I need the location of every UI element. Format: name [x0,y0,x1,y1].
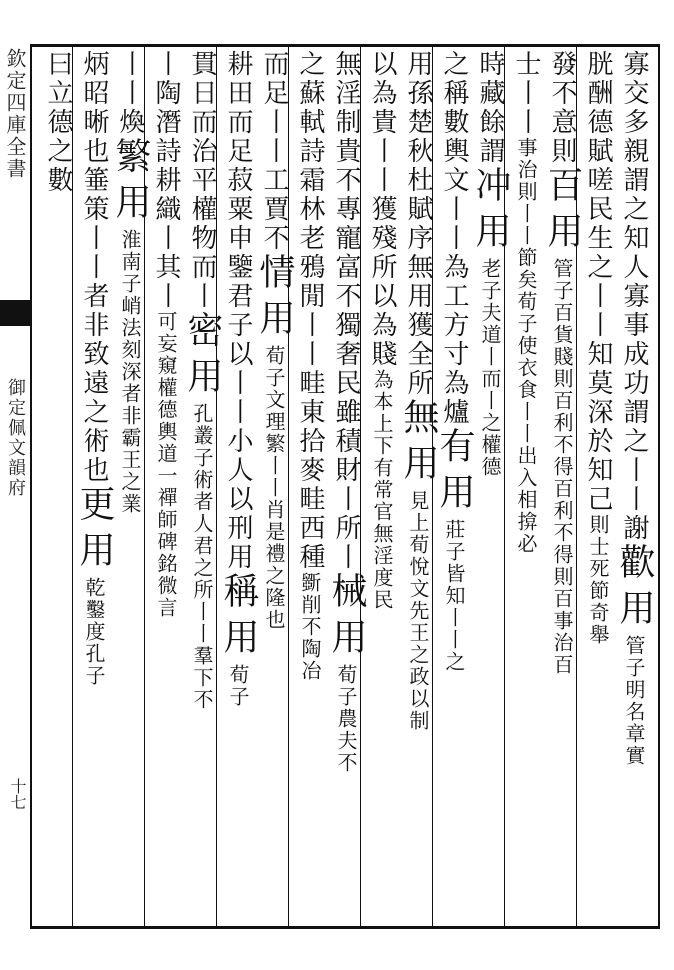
headword: 更用 [74,485,115,577]
headword: 無用 [398,398,439,490]
annotation-text: 乾鑿度孔子 [82,577,106,687]
text-column [38,50,78,920]
column-text [578,50,618,646]
left-border [30,44,32,929]
annotation-text: 可妄窺權德輿道一禪師碑銘微言 [154,311,178,619]
bottom-border [30,926,660,929]
page-number: 十七 [8,778,27,810]
right-border [658,44,660,929]
book-title: 御定佩文韻府 [5,378,26,498]
body-text: 炳昭晰 [79,50,109,137]
annotation-text: 則士死節奇舉 [586,514,610,646]
annotation-text: 管子百貨賤則百利不得百利不得則百事治百 [550,258,574,676]
column-text [326,50,366,774]
column-text [290,50,330,682]
body-text: 以為貴丨丨獲殘所以為賤 [367,50,397,369]
annotation-text: 莊子皆知丨丨之 [442,519,466,673]
column-text [254,50,294,631]
text-column [542,50,582,920]
column-text [110,50,150,515]
annotation-text: 荀子 [226,664,250,708]
headword: 冲用 [470,166,511,258]
text-column [362,50,402,920]
body-text: 發不意則 [547,50,577,166]
headword: 歡用 [614,543,655,635]
headword: 有用 [434,427,475,519]
body-text: 丨丨謝 [619,456,649,543]
text-column [254,50,294,920]
annotation-text: 淮南子峭法刻深者非霸王之業 [118,229,142,515]
text-column [398,50,438,920]
headword: 械用 [326,572,367,664]
column-text [434,50,474,673]
body-text: 也箠策丨丨者非致遠之術也 [79,137,109,485]
column-text [614,50,654,767]
body-text: 曰立德之數 [43,50,73,195]
text-column [614,50,654,920]
text-column [146,50,186,920]
column-text [362,50,402,611]
column-text [146,50,186,619]
text-column [434,50,474,920]
body-text: 之稱數 [439,50,469,137]
column-text [542,50,582,676]
fish-tail-mark [0,300,30,326]
column-text [182,50,222,711]
headword: 情用 [254,253,295,345]
body-text: 貫日而治平權物而丨 [187,50,217,311]
column-text [506,50,546,555]
annotation-text: 管子明名章實 [622,635,646,767]
text-column [290,50,330,920]
text-column [182,50,222,920]
column-text [470,50,510,478]
body-text: 丨丨煥 [115,50,145,137]
body-text: 申鑒君子以丨丨小人以刑用 [223,224,253,572]
annotation-text: 荀子農夫不 [334,664,358,774]
headword: 稱用 [218,572,259,664]
headword: 百用 [542,166,583,258]
body-text: 而足丨丨工賈不 [259,50,289,253]
annotation-text: 事治則丨丨節矣荀子使衣食丨丨出入相揜必 [514,137,538,555]
body-text: 用孫楚秋杜賦序無用獲全所 [403,50,433,398]
body-text: 胱酬德賦嗟民生之丨丨知莫深於知己 [583,50,613,514]
body-text: 之蘇軾詩霜林老鴉閒丨丨畦東拾麥畦西種 [295,50,325,572]
headword: 繁用 [110,137,151,229]
text-column [506,50,546,920]
annotation-text: 荀子文理繁丨丨肖是禮之隆也 [262,345,286,631]
page-margin [0,48,30,928]
column-text [74,50,114,687]
text-column [110,50,150,920]
body-text: 寡交多親謂之知人寡事成功謂之 [619,50,649,456]
annotation-text: 老子夫道丨而丨之權德 [478,258,502,478]
annotation-text: 斵削不陶冶 [298,572,322,682]
body-text: 士丨丨 [511,50,541,137]
text-column [470,50,510,920]
column-text [218,50,258,708]
text-column [326,50,366,920]
body-text: 無淫制貴不專寵富不獨奢民雖積財丨所丨 [331,50,361,572]
text-column [578,50,618,920]
text-column [74,50,114,920]
body-text: 時藏餘謂 [475,50,505,166]
annotation-text: 孔叢子術者人君之所丨丨羣下不 [190,403,214,711]
body-text: 丨陶潛詩耕織丨其丨 [151,50,181,311]
column-text [38,50,78,195]
text-column [218,50,258,920]
edge-title: 欽定四庫全書 [3,48,27,180]
top-border [30,44,660,47]
column-text [398,50,438,732]
headword: 密用 [182,311,223,403]
annotation-text: 為本上下有常官無淫度民 [370,369,394,611]
body-text: 輿文丨丨為工方寸為爐 [439,137,469,427]
annotation-text: 見上荀悅文先王之政以制 [406,490,430,732]
body-text: 耕田而足菽粟 [223,50,253,224]
